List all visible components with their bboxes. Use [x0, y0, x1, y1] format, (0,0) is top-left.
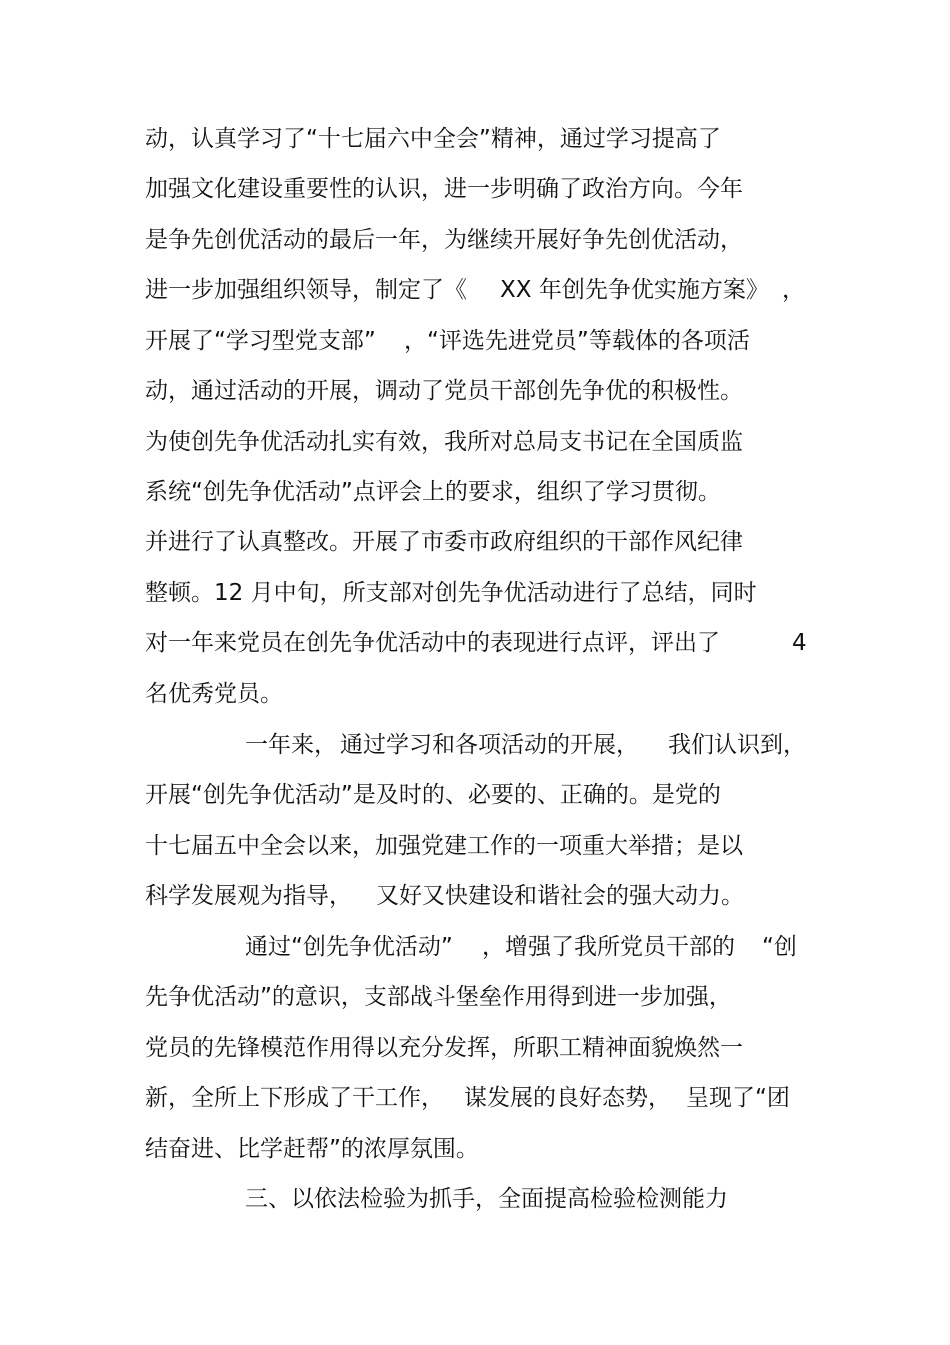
text-line — [0, 169, 950, 209]
text-line — [0, 977, 950, 1017]
text-line — [0, 270, 950, 310]
text-line — [0, 775, 950, 815]
text-segment: 新，全所上下形成了干工作， — [145, 1085, 444, 1111]
text-segment: 是争先创优活动的最后一年，为继续开展好争先创优活动， — [145, 227, 743, 253]
text-line — [0, 220, 950, 260]
text-segment: 动，通过活动的开展，调动了党员干部创先争优的积极性。 — [145, 378, 743, 404]
text-line — [0, 119, 950, 159]
text-segment: 又好又快建设和谐社会的强大动力。 — [376, 883, 744, 909]
text-line — [0, 1078, 950, 1118]
section-heading — [0, 1179, 950, 1219]
text-line — [0, 472, 950, 512]
text-segment: 通过学习和各项活动的开展， — [340, 732, 639, 758]
text-segment: 进一步加强组织领导，制定了《 — [145, 277, 467, 303]
text-line — [0, 674, 950, 714]
text-segment: 十七届五中全会以来，加强党建工作的一项重大举措；是以 — [145, 833, 743, 859]
text-segment: 对一年来党员在创先争优活动中的表现进行点评，评出了 — [145, 630, 720, 656]
text-segment: 开展了“学习型党支部” — [145, 328, 376, 354]
text-segment: 科学发展观为指导， — [145, 883, 352, 909]
text-segment: 我们认识到， — [668, 732, 806, 758]
text-segment: 谋发展的良好态势， — [464, 1085, 671, 1111]
text-segment: ， — [782, 277, 805, 303]
text-segment: 名优秀党员。 — [145, 681, 283, 707]
text-line — [0, 927, 950, 967]
text-line — [0, 725, 950, 765]
text-line — [0, 522, 950, 562]
text-segment: 三、以依法检验为抓手，全面提高检验检测能力 — [245, 1186, 728, 1212]
text-line — [0, 321, 950, 361]
text-line — [0, 1129, 950, 1169]
text-segment: 一年来， — [245, 732, 337, 758]
text-line — [0, 826, 950, 866]
text-segment: XX 年创先争优实施方案》 — [500, 277, 769, 303]
text-segment: 结奋进、比学赶帮”的浓厚氛围。 — [145, 1136, 479, 1162]
text-segment: 并进行了认真整改。开展了市委市政府组织的干部作风纪律 — [145, 529, 743, 555]
text-line — [0, 573, 950, 613]
text-segment: 通过“创先争优活动” — [245, 934, 453, 960]
text-segment: 系统“创先争优活动”点评会上的要求，组织了学习贯彻。 — [145, 479, 721, 505]
text-segment: 为使创先争优活动扎实有效，我所对总局支书记在全国质监 — [145, 429, 743, 455]
text-line — [0, 371, 950, 411]
text-line — [0, 1028, 950, 1068]
text-segment: 4 — [792, 630, 807, 656]
text-segment: 党员的先锋模范作用得以充分发挥，所职工精神面貌焕然一 — [145, 1035, 743, 1061]
text-segment: 呈现了“团 — [686, 1085, 790, 1111]
text-segment: ，增强了我所党员干部的 — [482, 934, 735, 960]
text-line — [0, 623, 950, 663]
text-segment: 动，认真学习了“十七届六中全会”精神，通过学习提高了 — [145, 126, 721, 152]
text-line — [0, 422, 950, 462]
text-segment: “创 — [762, 934, 797, 960]
text-segment: 加强文化建设重要性的认识，进一步明确了政治方向。今年 — [145, 176, 743, 202]
text-segment: 开展“创先争优活动”是及时的、必要的、正确的。是党的 — [145, 782, 721, 808]
text-line — [0, 876, 950, 916]
text-segment: 整顿。12 月中旬，所支部对创先争优活动进行了总结，同时 — [145, 580, 757, 606]
text-segment: 先争优活动”的意识，支部战斗堡垒作用得到进一步加强， — [145, 984, 732, 1010]
text-segment: ，“评选先进党员”等载体的各项活 — [404, 328, 750, 354]
